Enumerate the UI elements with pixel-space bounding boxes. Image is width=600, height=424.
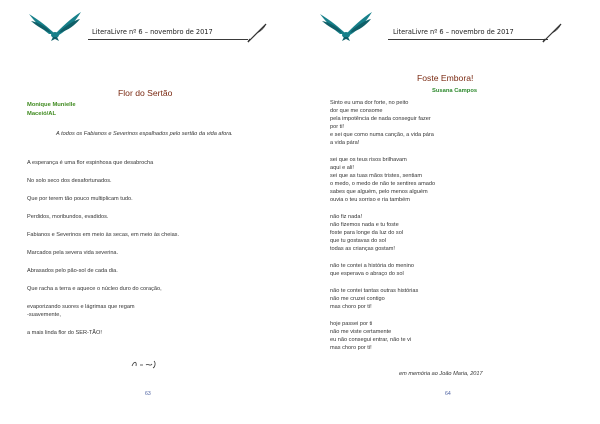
poem-line: Sinto eu uma dor forte, no peito: [330, 100, 409, 106]
poem-line: dor que me consome: [330, 108, 383, 114]
poem-line: não me cruzei contigo: [330, 296, 385, 302]
left-header-line: [88, 39, 248, 40]
poem-line: que tu gostavas do sol: [330, 238, 386, 244]
poem-line: o medo, o medo de não te sentires amado: [330, 181, 436, 187]
dedication: A todos os Fabianos e Severinos espalhados pelo sertão da vida afora.: [56, 131, 233, 137]
author-name: Susana Campos: [432, 88, 478, 94]
left-header: [0, 8, 300, 44]
bird-logo-icon: [318, 10, 374, 42]
poem-line: sei que as tuas mãos tristes, sentiam: [330, 173, 423, 179]
poem-line: pela impotência de nada conseguir fazer: [330, 116, 431, 122]
poem-title: Foste Embora!: [417, 73, 474, 83]
poem-line: eu não consegui entrar, não te vi: [330, 337, 412, 343]
left-header-text: LiteraLivre nº 6 – novembro de 2017: [92, 28, 213, 36]
poem-line: A esperança é uma flor espinhosa que desabrocha: [27, 160, 154, 166]
poem-line: hoje passei por ti: [330, 321, 373, 327]
poem-line: foste para longe da luz do sol: [330, 230, 404, 236]
poem-line: a vida pára!: [330, 140, 360, 146]
right-header: [300, 8, 600, 44]
author-name: Monique Munielle: [27, 102, 76, 108]
closing-dedication: em memória ao João Maria, 2017: [399, 371, 483, 377]
right-page: [300, 0, 600, 424]
poem-line: não te contei a história do menino: [330, 263, 414, 269]
poem-line: a mais linda flor do SER-TÃO!: [27, 330, 102, 336]
right-header-line: [388, 39, 548, 40]
poem-line: Marcados pela severa vida severina.: [27, 250, 119, 256]
poem-line: -suavemente,: [27, 312, 61, 318]
poem-line: por ti!: [330, 124, 344, 130]
poem-line: No solo seco dos desafortunados.: [27, 178, 112, 184]
poem-line: não fiz nada!: [330, 214, 363, 220]
poem-line: Fabianos e Severinos em meio às secas, em meio às cheias.: [27, 232, 180, 238]
quill-pen-icon: [541, 22, 563, 44]
poem-line: e sei que como numa canção, a vida pára: [330, 132, 434, 138]
poem-line: não te contei tantas outras histórias: [330, 288, 419, 294]
poem-line: não me viste certamente: [330, 329, 392, 335]
poem-line: evaporizando suores e lágrimas que regam: [27, 304, 135, 310]
bird-logo-icon: [27, 10, 83, 42]
poem-line: sei que os teus risos brilhavam: [330, 157, 407, 163]
poem-line: ouvia o teu sorriso e ria também: [330, 197, 410, 203]
poem-line: mas choro por ti!: [330, 345, 372, 351]
poem-line: não fizemos nada e tu foste: [330, 222, 399, 228]
right-header-text: LiteraLivre nº 6 – novembro de 2017: [393, 28, 514, 36]
poem-title: Flor do Sertão: [118, 88, 173, 98]
poem-line: Abrasados pelo pão-sol de cada dia.: [27, 268, 118, 274]
poem-line: Que racha a terra e aquece o núcleo duro do coração,: [27, 286, 162, 292]
page-number: 64: [445, 391, 451, 397]
page-number: 63: [145, 391, 151, 397]
poem-line: sabes que alguém, pelo menos alguém: [330, 189, 428, 195]
signature-mark: [130, 358, 158, 370]
author-place: Maceió/AL: [27, 111, 56, 117]
poem-line: Perdidos, moribundos, evadidos.: [27, 214, 109, 220]
poem-line: todas as crianças gostam!: [330, 246, 395, 252]
poem-line: mas choro por ti!: [330, 304, 372, 310]
quill-pen-icon: [246, 22, 268, 44]
poem-line: que esperava o abraço do sol: [330, 271, 404, 277]
poem-line: Que por terem tão pouco multiplicam tudo.: [27, 196, 133, 202]
poem-line: aqui e ali!: [330, 165, 354, 171]
